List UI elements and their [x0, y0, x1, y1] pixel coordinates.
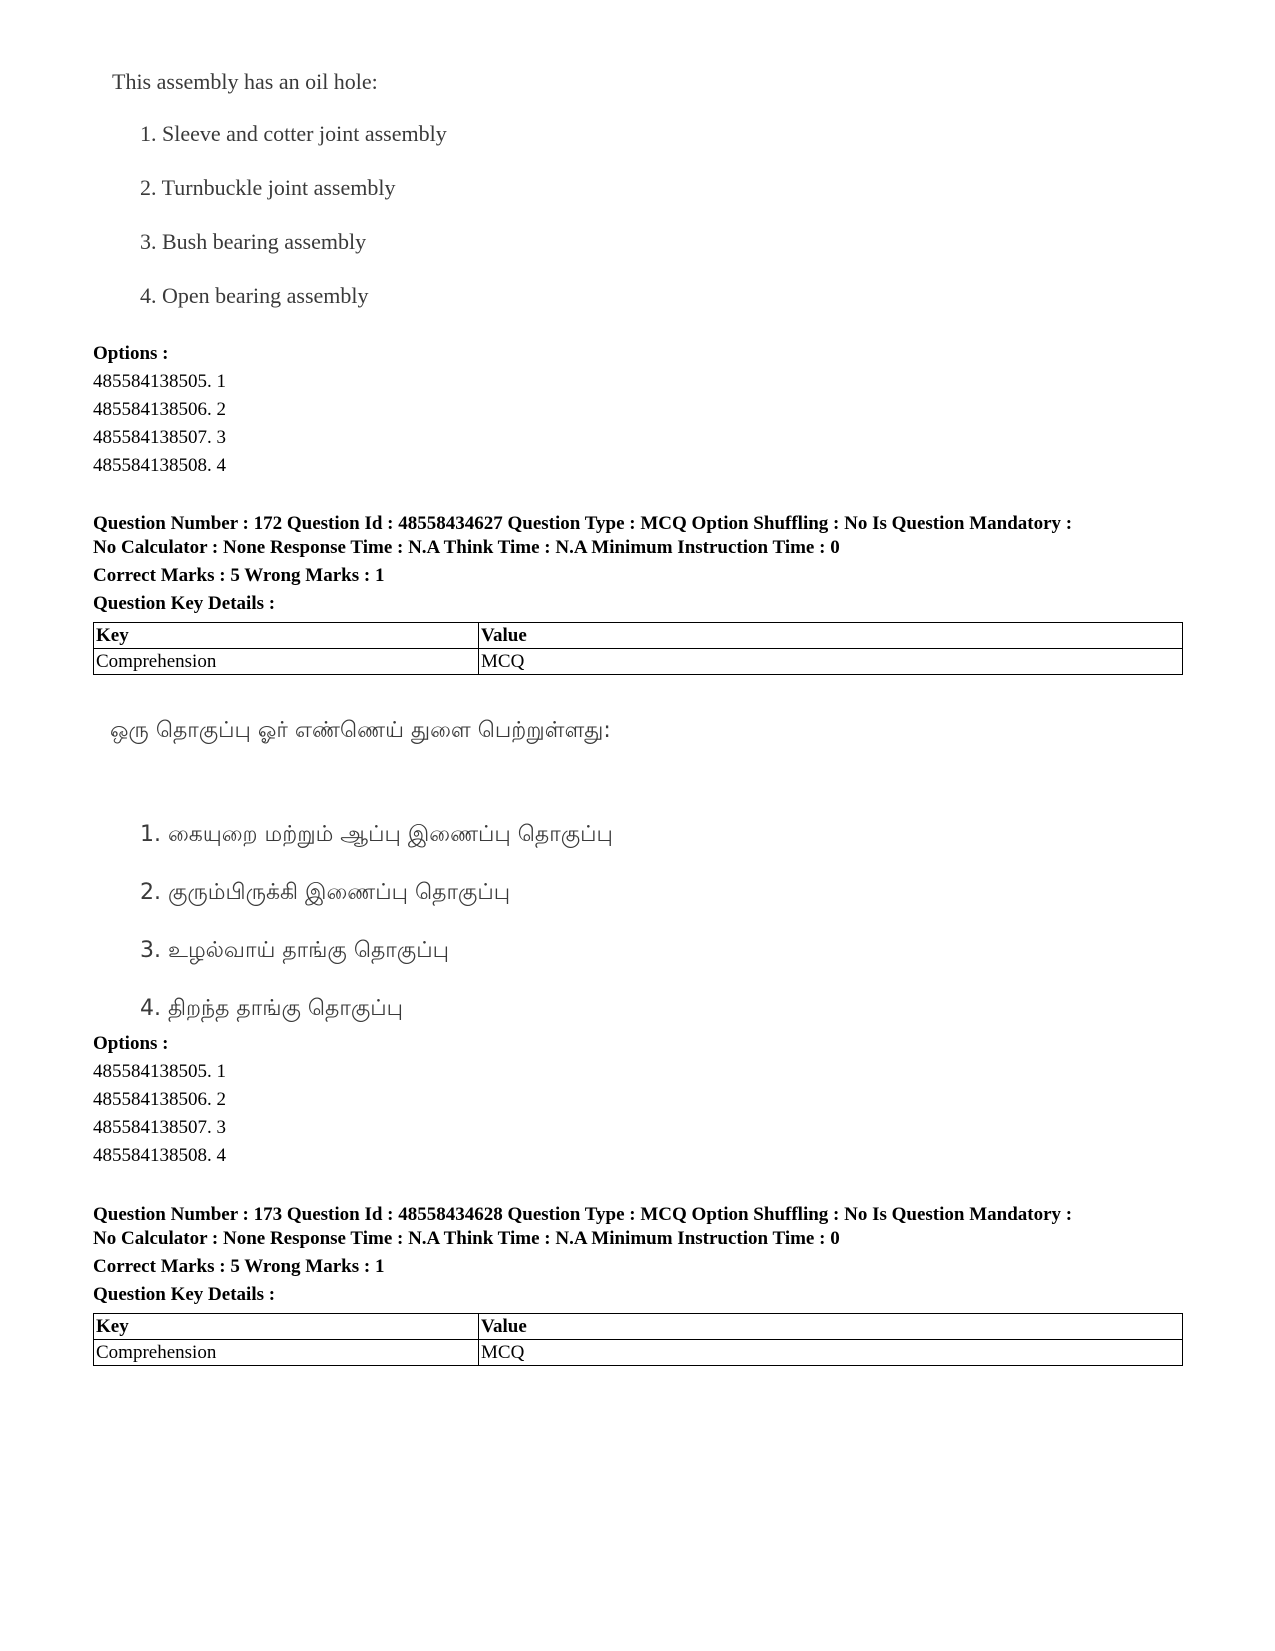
question-stem: ஒரு தொகுப்பு ஓர் எண்ணெய் துளை பெற்றுள்ளது:: [110, 718, 611, 743]
question-meta-line: Question Number : 173 Question Id : 48558434628 Question Type : MCQ Option Shuffling : No Is Question Mandatory :: [93, 1204, 1073, 1225]
question-choice: 2. குரும்பிருக்கி இணைப்பு தொகுப்பு: [140, 880, 511, 905]
question-choice: 4. Open bearing assembly: [140, 283, 369, 308]
question-choice: 3. உழல்வாய் தாங்கு தொகுப்பு: [140, 938, 449, 963]
options-label: Options :: [93, 343, 169, 364]
key-details-label: Question Key Details :: [93, 1284, 276, 1305]
option-item: 485584138506. 2: [93, 399, 226, 420]
table-cell-key: Comprehension: [94, 649, 479, 675]
marks-line: Correct Marks : 5 Wrong Marks : 1: [93, 1256, 385, 1277]
question-choice: 4. திறந்த தாங்கு தொகுப்பு: [140, 996, 404, 1021]
table-cell-key: Comprehension: [94, 1340, 479, 1366]
options-block: [93, 1030, 1183, 1170]
question-choice: 1. Sleeve and cotter joint assembly: [140, 121, 447, 146]
table-header-value: Value: [479, 1314, 1183, 1340]
options-block: [93, 340, 1183, 480]
option-item: 485584138506. 2: [93, 1089, 226, 1110]
question-choice: 3. Bush bearing assembly: [140, 229, 367, 254]
table-cell-value: MCQ: [479, 649, 1183, 675]
key-details-label: Question Key Details :: [93, 593, 276, 614]
key-table-173: [93, 1313, 1183, 1366]
option-item: 485584138508. 4: [93, 455, 226, 476]
option-item: 485584138507. 3: [93, 427, 226, 448]
question-image-tamil: [110, 716, 810, 1052]
option-item: 485584138508. 4: [93, 1145, 226, 1166]
question-meta-line: No Calculator : None Response Time : N.A Think Time : N.A Minimum Instruction Time : 0: [93, 1228, 840, 1249]
marks-line: Correct Marks : 5 Wrong Marks : 1: [93, 565, 385, 586]
question-meta-line: No Calculator : None Response Time : N.A Think Time : N.A Minimum Instruction Time : 0: [93, 537, 840, 558]
question-choice: 1. கையுறை மற்றும் ஆப்பு இணைப்பு தொகுப்பு: [140, 822, 613, 847]
question-choice: 2. Turnbuckle joint assembly: [140, 175, 396, 200]
option-item: 485584138505. 1: [93, 371, 226, 392]
options-label: Options :: [93, 1033, 169, 1054]
table-header-key: Key: [94, 1314, 479, 1340]
question-image-english: [112, 70, 672, 338]
question-header-172: [93, 512, 1183, 616]
question-header-173: [93, 1203, 1183, 1307]
table-cell-value: MCQ: [479, 1340, 1183, 1366]
table-header-value: Value: [479, 623, 1183, 649]
question-meta-line: Question Number : 172 Question Id : 48558434627 Question Type : MCQ Option Shuffling : No Is Question Mandatory :: [93, 513, 1073, 534]
table-header-key: Key: [94, 623, 479, 649]
question-stem: This assembly has an oil hole:: [112, 69, 378, 94]
option-item: 485584138505. 1: [93, 1061, 226, 1082]
option-item: 485584138507. 3: [93, 1117, 226, 1138]
key-table-172: [93, 622, 1183, 675]
